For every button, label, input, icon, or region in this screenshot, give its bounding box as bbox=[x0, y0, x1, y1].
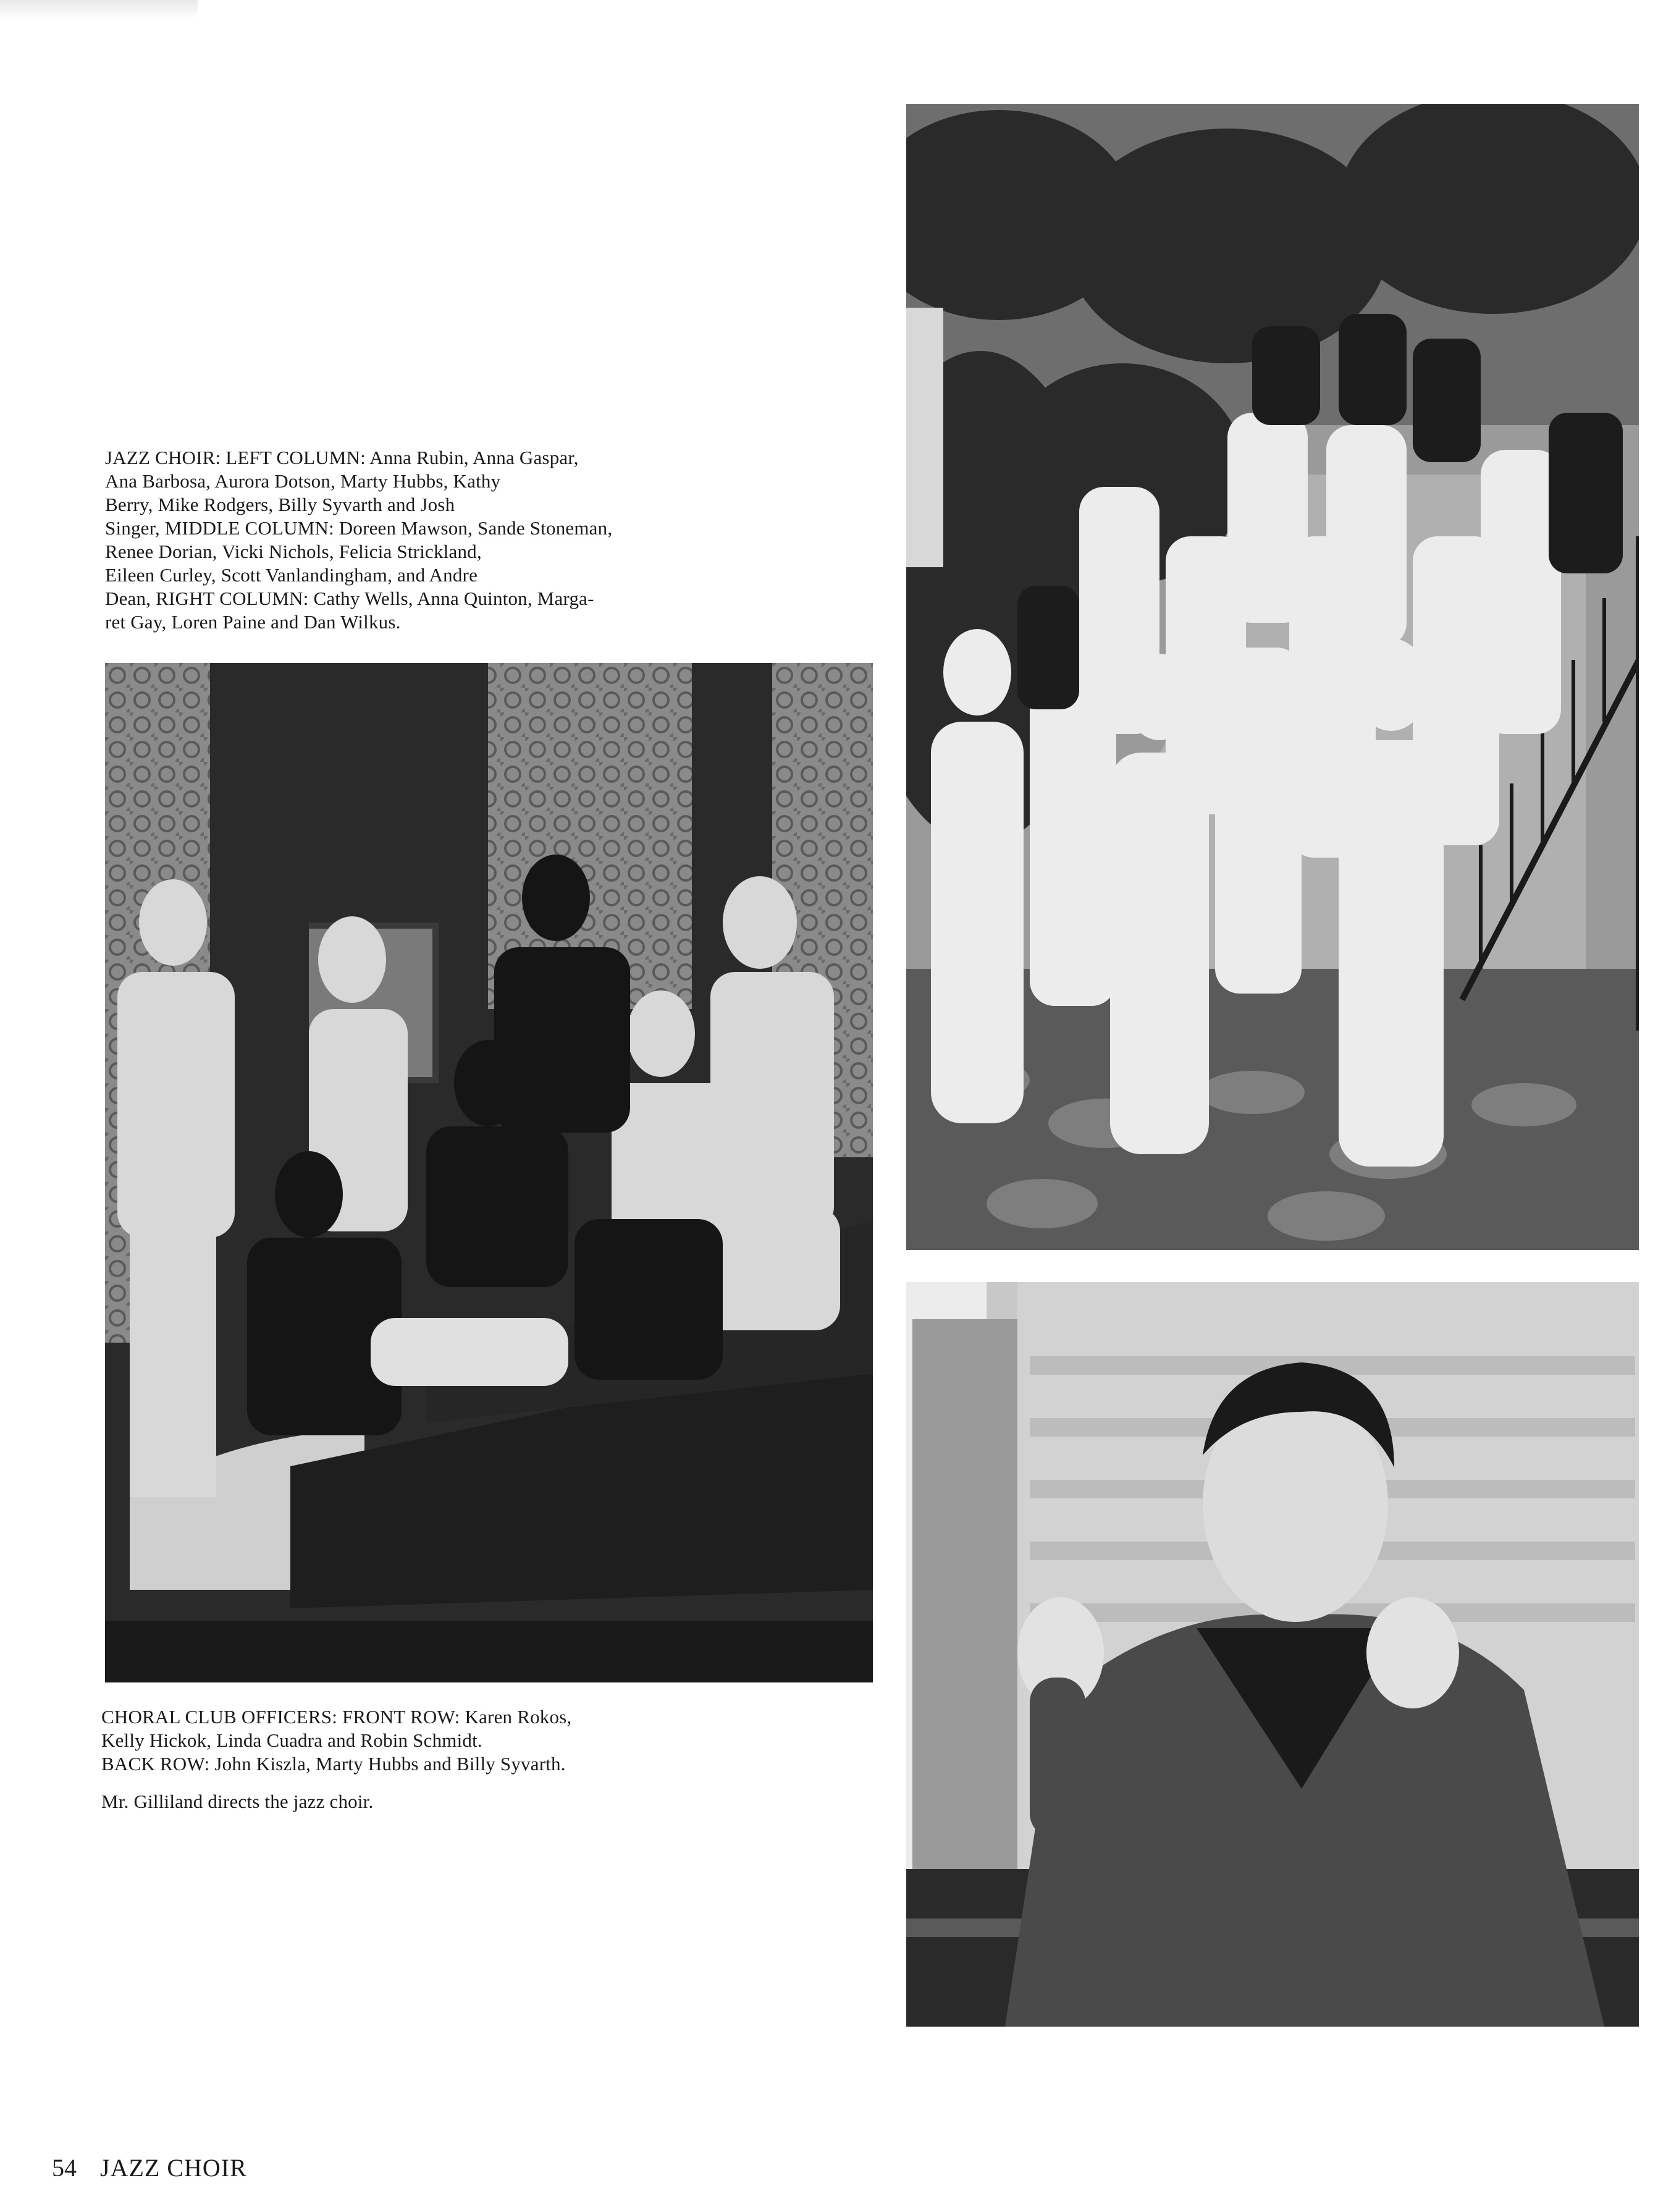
director-caption bbox=[101, 1790, 676, 1813]
director-conducting-photo bbox=[906, 1282, 1639, 2027]
caption-line: Renee Dorian, Vicki Nichols, Felicia Strickland, bbox=[105, 541, 482, 562]
page-folio bbox=[52, 2153, 247, 2183]
jazz-choir-stairs-photo bbox=[906, 104, 1639, 1250]
caption-line: Eileen Curley, Scott Vanlandingham, and Andre bbox=[105, 564, 478, 586]
caption-line: JAZZ CHOIR: LEFT COLUMN: Anna Rubin, Anna Gaspar, bbox=[105, 447, 579, 468]
choral-officers-photo bbox=[105, 663, 873, 1682]
scan-edge-mark bbox=[0, 0, 198, 19]
caption-line: Singer, MIDDLE COLUMN: Doreen Mawson, Sande Stoneman, bbox=[105, 517, 613, 539]
director-photo-art bbox=[906, 1282, 1639, 2027]
choir-photo-art bbox=[906, 104, 1639, 1250]
caption-line: Mr. Gilliland directs the jazz choir. bbox=[101, 1791, 374, 1812]
jazz-choir-caption bbox=[105, 446, 698, 634]
caption-line: ret Gay, Loren Paine and Dan Wilkus. bbox=[105, 611, 401, 633]
choral-officers-caption bbox=[101, 1705, 676, 1776]
section-title: JAZZ CHOIR bbox=[100, 2154, 247, 2182]
officers-photo-art bbox=[105, 663, 873, 1682]
caption-line: BACK ROW: John Kiszla, Marty Hubbs and Billy Syvarth. bbox=[101, 1753, 566, 1775]
caption-line: Kelly Hickok, Linda Cuadra and Robin Schmidt. bbox=[101, 1729, 482, 1751]
caption-line: Ana Barbosa, Aurora Dotson, Marty Hubbs, Kathy bbox=[105, 470, 501, 492]
caption-line: CHORAL CLUB OFFICERS: FRONT ROW: Karen Rokos, bbox=[101, 1706, 572, 1728]
page-number: 54 bbox=[52, 2154, 77, 2182]
caption-line: Dean, RIGHT COLUMN: Cathy Wells, Anna Quinton, Marga- bbox=[105, 588, 594, 609]
caption-line: Berry, Mike Rodgers, Billy Syvarth and Josh bbox=[105, 494, 455, 515]
